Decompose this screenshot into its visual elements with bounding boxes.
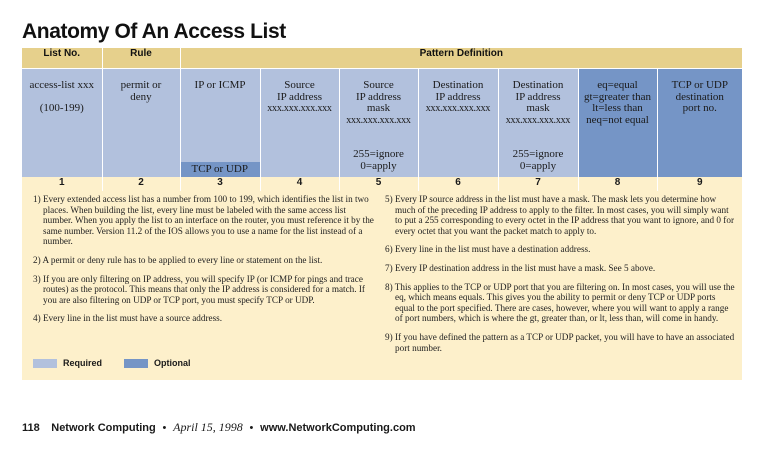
cell-operator-text	[579, 69, 657, 126]
protocol-tcp-udp-optional: TCP or UDP	[181, 162, 260, 177]
source-mask-legend	[340, 149, 418, 172]
destination-mask-line-3: mask	[526, 102, 550, 114]
cell-operator	[578, 69, 657, 178]
footer-page-number: 118	[22, 422, 40, 434]
legend-required-swatch	[33, 359, 57, 368]
destination-mask-line-2: IP address	[515, 90, 561, 103]
source-address-format: xxx.xxx.xxx.xxx	[267, 103, 332, 114]
destination-address-format: xxx.xxx.xxx.xxx	[425, 103, 491, 114]
access-list-table	[22, 48, 742, 191]
note-6: 6) Every line in the list must have a destination address.	[385, 244, 591, 255]
footer-url: www.NetworkComputing.com	[260, 422, 416, 434]
column-number-6: 6	[418, 177, 498, 191]
note-4: 4) Every line in the list must have a source address.	[33, 313, 223, 324]
page-title: Anatomy Of An Access List	[22, 20, 286, 43]
note-7: 7) Every IP destination address in the list must have a mask. See 5 above.	[385, 262, 656, 273]
note-2: 2) A permit or deny rule has to be applied to every line or statement on the list.	[33, 254, 323, 265]
legend-required-label: Required	[63, 358, 103, 368]
cell-port	[657, 69, 742, 178]
cell-port-text	[658, 69, 743, 115]
header-pattern-definition: Pattern Definition	[180, 48, 742, 69]
footer-publication: Network Computing	[51, 422, 156, 434]
list-no-format: access-list xxx	[29, 79, 94, 91]
note-8: 8) This applies to the TCP or UDP port that you are filtering on. In most cases, you will use the eq, which means equals. This gives you the ability to permit or deny TCP or UDP ports equal to the port specified. There are cases, however, where you will want to apply a range of port numbers, which is where the gt, greater than, or lt, less than, will come in handy.	[385, 281, 735, 324]
column-number-4: 4	[260, 177, 339, 191]
column-number-8: 8	[578, 177, 657, 191]
cell-rule	[102, 69, 180, 178]
rule-line-2: deny	[130, 90, 152, 103]
source-mask-format: xxx.xxx.xxx.xxx	[346, 114, 411, 126]
cell-protocol-text	[181, 69, 260, 92]
notes-right-column	[385, 194, 735, 353]
column-number-5: 5	[339, 177, 418, 191]
operator-eq: eq=equal	[597, 79, 638, 91]
port-line-1: TCP or UDP	[671, 79, 728, 91]
column-number-3: 3	[180, 177, 260, 191]
legend	[33, 358, 191, 368]
footer-date: April 15, 1998	[173, 420, 243, 434]
destination-mask-line-1: Destination	[512, 79, 564, 91]
cell-destination-mask	[498, 69, 578, 178]
cell-destination-mask-text	[499, 69, 578, 126]
note-3: 3) If you are only filtering on IP address, you will specify IP (or ICMP for pings and trace routes) as the protocol. This means that only the IP address is considered for a match. If you are also filtering on UDP or TCP port, you must specify TCP or UDP.	[33, 273, 365, 305]
operator-gt: gt=greater than	[584, 90, 651, 103]
notes-left-column	[33, 194, 375, 324]
note-1: 1) Every extended access list has a number from 100 to 199, which identifies the list in two places. When building the list, every line must be labeled with the same access list number. When you apply the list to an interface on the router, you must reference it by the same number. Version 11.2 of the IOS allows you to use a name for the list instead of a number.	[33, 194, 374, 247]
column-number-9: 9	[657, 177, 742, 191]
column-number-7: 7	[498, 177, 578, 191]
protocol-ip-icmp: IP or ICMP	[194, 79, 246, 91]
column-number-2: 2	[102, 177, 180, 191]
source-mask-apply: 0=apply	[360, 159, 397, 172]
note-5: 5) Every IP source address in the list must have a mask. The mask lets you determine how much of the preceding IP address to apply to the filter. In most cases, you will simply want to put a 255 corresponding to every octet in the IP address that you want to ignore, and 0 for every octet that you want the packet match to apply to.	[385, 194, 735, 236]
cell-source-mask-text	[340, 69, 418, 126]
operator-neq: neq=not equal	[586, 113, 649, 126]
legend-optional-swatch	[124, 359, 148, 368]
header-list-no: List No.	[22, 48, 102, 69]
destination-address-line-2: IP address	[435, 90, 481, 103]
note-9: 9) If you have defined the pattern as a TCP or UDP packet, you will have to have an associated port number.	[385, 331, 735, 353]
source-address-line-2: IP address	[276, 90, 323, 103]
cell-destination-address-text	[419, 69, 498, 115]
page-footer	[22, 420, 416, 435]
operator-lt: lt=less than	[592, 102, 643, 114]
source-address-line-1: Source	[284, 79, 315, 91]
cell-list-no-text	[22, 69, 102, 114]
source-mask-line-3: mask	[366, 102, 391, 114]
header-rule: Rule	[102, 48, 180, 69]
destination-mask-ignore: 255=ignore	[512, 148, 564, 160]
source-mask-line-1: Source	[363, 79, 394, 91]
destination-mask-apply: 0=apply	[519, 159, 557, 172]
cell-list-no	[22, 69, 102, 178]
legend-optional-label: Optional	[154, 358, 191, 368]
rule-line-1: permit or	[120, 79, 162, 91]
destination-address-line-1: Destination	[432, 79, 484, 91]
destination-mask-legend	[499, 149, 578, 172]
cell-protocol	[180, 69, 260, 178]
cell-source-address	[260, 69, 339, 178]
destination-mask-format: xxx.xxx.xxx.xxx	[505, 114, 571, 126]
cell-rule-text	[103, 69, 180, 103]
source-mask-ignore: 255=ignore	[353, 148, 404, 160]
column-number-1: 1	[22, 177, 102, 191]
source-mask-line-2: IP address	[355, 90, 402, 103]
port-line-2: destination	[675, 90, 724, 103]
cell-source-mask	[339, 69, 418, 178]
footer-separator-1: •	[162, 422, 167, 434]
cell-source-address-text	[261, 69, 339, 115]
port-line-3: port no.	[682, 102, 717, 114]
footer-separator-2: •	[249, 422, 254, 434]
list-no-range: (100-199)	[39, 101, 84, 114]
cell-destination-address	[418, 69, 498, 178]
